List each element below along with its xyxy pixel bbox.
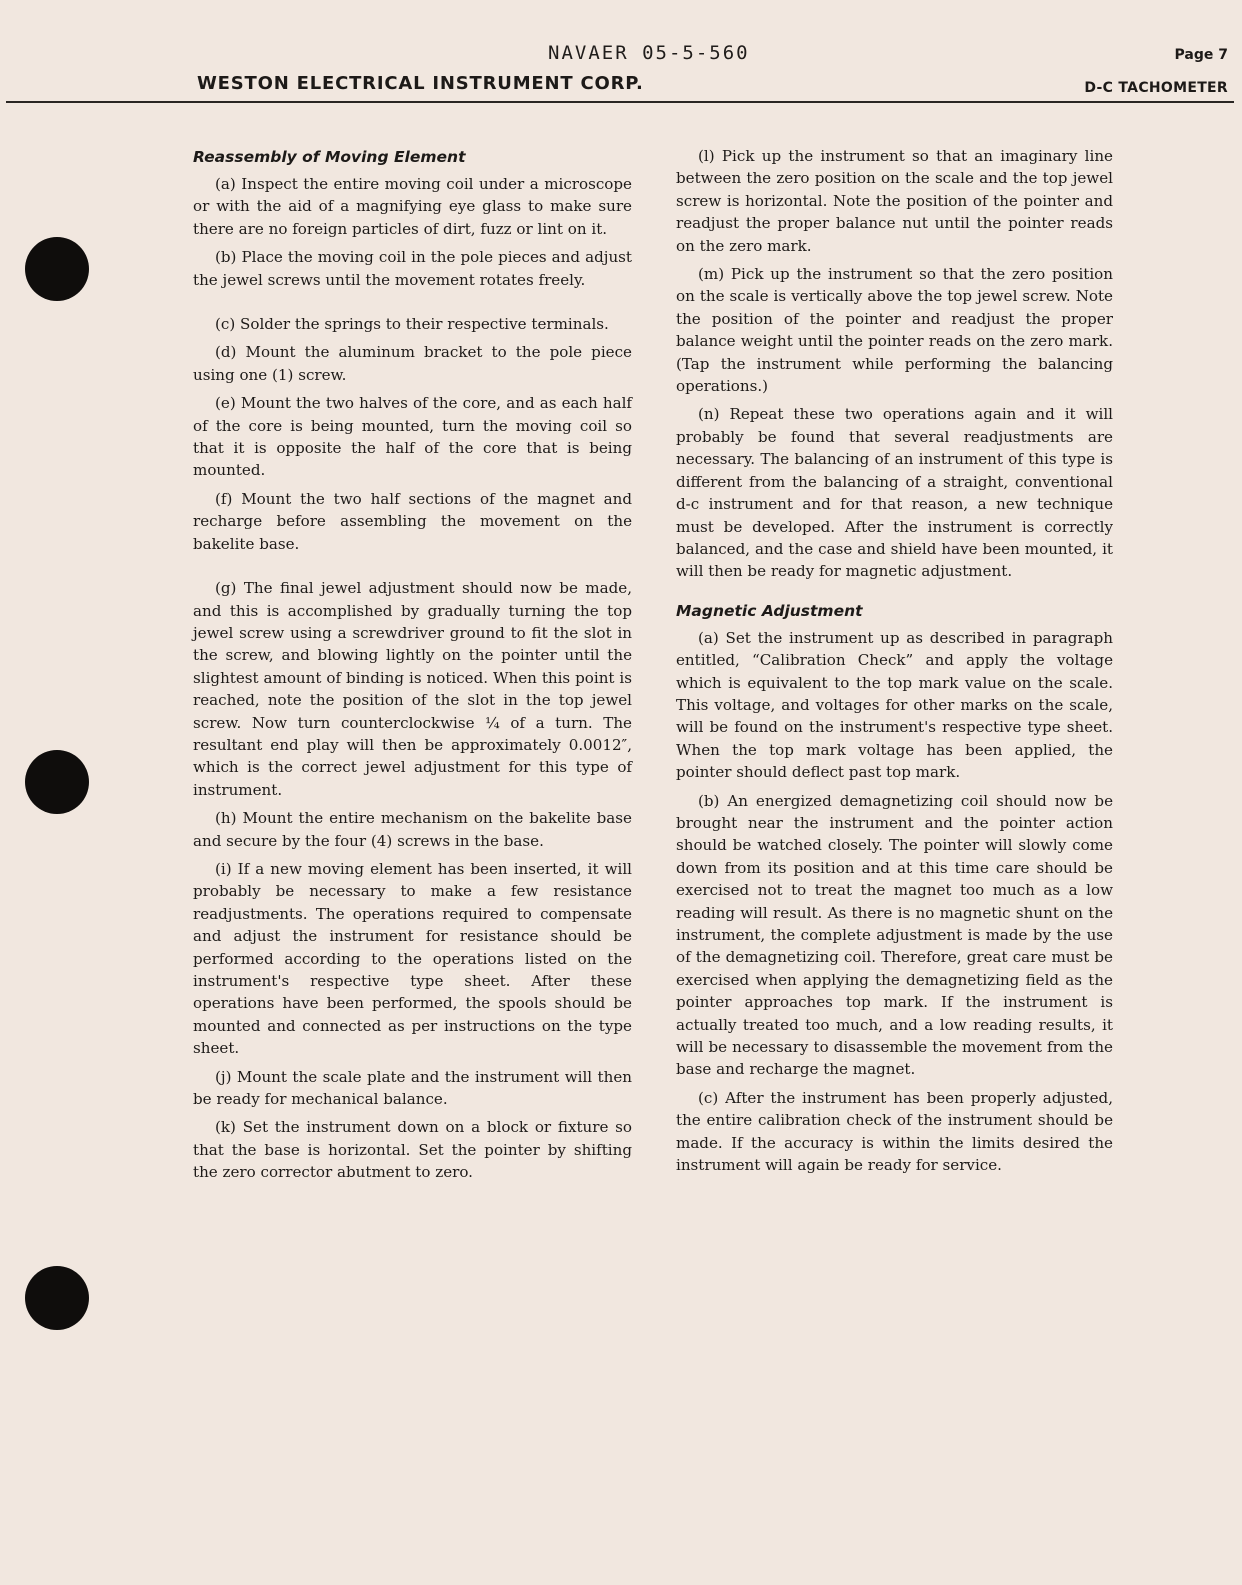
paragraph: (b) An energized demagnetizing coil should now be brought near the instrument and the pointer action should be watched closely. The pointer will slowly come down from its position and at this time care should be exercised not to treat the magnet too much as a low reading will result. As there is no magnetic shunt on the instrument, the complete adjustment is made by the use of the demagnetizing coil. Therefore, great care must be exercised when applying the demagnetizing field as the pointer approaches top mark. If the instrument is actually treated too much, and a low reading results, it will be necessary to disassemble the movement from the base and recharge the magnet. — [676, 791, 1113, 1079]
section-heading: Magnetic Adjustment — [676, 601, 863, 620]
paragraph: (n) Repeat these two operations again and it will probably be found that several readjustments are necessary. The balancing of an instrument of this type is different from the balancing of a straight, conventional d-c instrument and for that reason, a new technique must be developed. After the instrument is correctly balanced, and the case and shield have been mounted, it will then be ready for magnetic adjustment. — [676, 405, 1113, 581]
punch-hole — [25, 750, 89, 814]
page-header — [0, 0, 1242, 110]
paragraph: (b) Place the moving coil in the pole pieces and adjust the jewel screws until the movement rotates freely. — [193, 248, 632, 289]
header-rule — [6, 101, 1234, 103]
paragraph: (m) Pick up the instrument so that the zero position on the scale is vertically above the top jewel screw. Note the position of the pointer and readjust the proper balance weight until the pointer reads on the zero mark. (Tap the instrument while performing the balancing operations.) — [676, 265, 1113, 396]
paragraph: (i) If a new moving element has been inserted, it will probably be necessary to make a few resistance readjustments. The operations required to compensate and adjust the instrument for resistance should be performed according to the operations listed on the instrument's respective type sheet. After these operations have been performed, the spools should be mounted and connected as per instructions on the type sheet. — [193, 859, 632, 1058]
paragraph: (k) Set the instrument down on a block or fixture so that the base is horizontal. Set the pointer by shifting the zero corrector abutment to zero. — [193, 1118, 632, 1182]
paragraph: (e) Mount the two halves of the core, and as each half of the core is being mounted, turn the moving coil so that it is opposite the half of the core that is being mounted. — [193, 394, 632, 480]
paragraph: (c) Solder the springs to their respective terminals. — [215, 315, 609, 334]
paragraph: (g) The final jewel adjustment should now be made, and this is accomplished by gradually turning the top jewel screw using a screwdriver ground to fit the slot in the screw, and blowing lightly on the pointer until the slightest amount of binding is noticed. When this point is reached, note the position of the slot in the top jewel screw. Now turn counterclockwise ¼ of a turn. The resultant end play will then be approximately 0.0012″, which is the correct jewel adjustment for this type of instrument. — [193, 579, 632, 799]
left-column — [193, 145, 632, 1190]
right-column — [676, 145, 1113, 1182]
paragraph: (d) Mount the aluminum bracket to the pole piece using one (1) screw. — [193, 343, 632, 384]
paragraph: (c) After the instrument has been properly adjusted, the entire calibration check of the instrument should be made. If the accuracy is within the limits desired the instrument will again be ready for service. — [676, 1088, 1113, 1175]
section-heading: Reassembly of Moving Element — [193, 148, 466, 166]
paragraph: (a) Set the instrument up as described in paragraph entitled, “Calibration Check” and apply the voltage which is equivalent to the top mark value on the scale. This voltage, and voltages for other marks on the scale, will be found on the instrument's respective type sheet. When the top mark voltage has been applied, the pointer should deflect past top mark. — [676, 628, 1113, 782]
document-number: NAVAER 05-5-560 — [548, 42, 750, 64]
product-name: D-C TACHOMETER — [1084, 80, 1228, 96]
paragraph: (f) Mount the two half sections of the magnet and recharge before assembling the movement on the bakelite base. — [193, 489, 632, 553]
punch-hole — [25, 1266, 89, 1330]
paragraph: (j) Mount the scale plate and the instrument will then be ready for mechanical balance. — [193, 1067, 632, 1109]
paragraph: (a) Inspect the entire moving coil under a microscope or with the aid of a magnifying eye glass to make sure there are no foreign particles of dirt, fuzz or lint on it. — [193, 175, 632, 238]
paragraph: (h) Mount the entire mechanism on the bakelite base and secure by the four (4) screws in the base. — [193, 809, 632, 850]
punch-hole — [25, 237, 89, 301]
paragraph: (l) Pick up the instrument so that an imaginary line between the zero position on the scale and the top jewel screw is horizontal. Note the position of the pointer and readjust the proper balance nut until the pointer reads on the zero mark. — [676, 147, 1113, 255]
company-name: WESTON ELECTRICAL INSTRUMENT CORP. — [197, 73, 644, 94]
page-number: Page 7 — [1174, 47, 1228, 63]
